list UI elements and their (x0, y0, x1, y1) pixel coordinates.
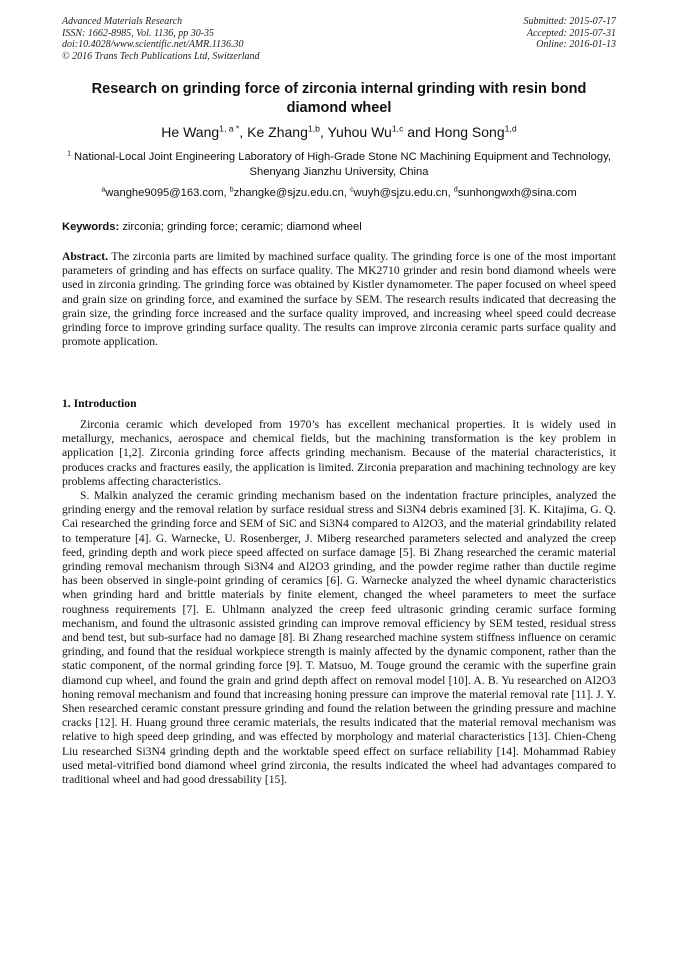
journal-header-right (524, 16, 617, 51)
submitted-date: Submitted: 2015-07-17 (523, 16, 616, 27)
abstract-label: Abstract. (62, 250, 109, 263)
journal-name: Advanced Materials Research (62, 16, 183, 27)
author-name: Ke Zhang (247, 124, 308, 140)
online-date: Online: 2016-01-13 (536, 39, 616, 50)
keywords (62, 220, 616, 234)
author-separator: and (403, 124, 435, 140)
author-separator: , (319, 124, 328, 140)
abstract-text: The zirconia parts are limited by machined surface quality. The grinding force is one of the most important parameters of grinding and has effects on surface quality. The MK2710 grinder and resin bond diamond wheels were used in zirconia grinding. The grinding force was obtained by Kistler dynamometer. The paper focused on wheel speed and grain size on grinding force, and examined the surface by SEM. The research results indicated that decreasing the grain size, the grinding force increased and the surface quality improved, and increasing wheel speed could decrease grinding force to improve grinding surface quality. The results can improve zirconia ceramic parts surface quality and promote application. (62, 250, 616, 349)
author-list (62, 123, 616, 141)
affiliation (62, 150, 616, 179)
email-mark: a (101, 186, 106, 194)
email-mark: b (229, 186, 234, 194)
keywords-text: zirconia; grinding force; ceramic; diamond wheel (122, 221, 362, 233)
accepted-date: Accepted: 2015-07-31 (526, 27, 616, 39)
journal-header-left (62, 16, 260, 62)
email-separator: , (343, 187, 351, 199)
paragraph: Zirconia ceramic which developed from 1970’s has excellent mechanical properties. It is widely used in metallurgy, mechanics, aerospace and chemical fields, but the machining transformation is the key problem in application [1,2]. Zirconia grinding force affects grinding mechanism. Because of the material characteristics, it produces cracks and fractures easily, the application is limited. Zirconia preparation and machining technology are key problems affecting characteristics. (62, 418, 616, 488)
author-name: Hong Song (434, 124, 505, 140)
issn-line: ISSN: 1662-8985, Vol. 1136, pp 30-35 (62, 27, 215, 39)
author-affil-mark: 1,d (504, 123, 517, 134)
email-address[interactable]: zhangke@sjzu.edu.cn (233, 187, 344, 199)
author-separator: , (239, 124, 248, 140)
affiliation-mark: 1 (67, 150, 71, 158)
email-address[interactable]: wuyh@sjzu.edu.cn (353, 187, 448, 199)
abstract (62, 250, 616, 349)
email-separator: , (223, 187, 230, 199)
email-address[interactable]: sunhongwxh@sina.com (457, 187, 577, 199)
author-affil-mark: 1,b (307, 123, 320, 134)
author-name: He Wang (161, 124, 220, 140)
author-affil-mark: 1,c (391, 123, 404, 134)
keywords-label: Keywords: (62, 221, 120, 233)
section-heading: 1. Introduction (62, 397, 137, 410)
email-address[interactable]: wanghe9095@163.com (105, 187, 224, 199)
author-emails (62, 186, 616, 200)
email-mark: c (350, 186, 354, 194)
email-separator: , (447, 187, 454, 199)
copyright-line: © 2016 Trans Tech Publications Ltd, Switzerland (62, 50, 260, 62)
author-name: Yuhou Wu (327, 124, 392, 140)
email-mark: d (453, 186, 458, 194)
paragraph: S. Malkin analyzed the ceramic grinding mechanism based on the indentation fracture principles, analyzed the grinding energy and the removal relation by surface residual stress and Si3N4 debris examined [3]. K. Kitajima, G. Q. Cai researched the grinding force and SEM of SiC and Si3N4 compared to Al2O3, and the material grindability related to temperature [4]. G. Warnecke, U. Rosenberger, J. Miberg researched parameters selected and analyzed the creep feed, grinding depth and work piece speed affected on surface damage [5]. Bi Zhang researched the ceramic material grinding removal mechanism through Si3N4 and Al2O3 grinding, and the powder regime rather than ductile regime has been observed in single-point grinding of ceramics [6]. G. Warnecke analyzed the wheel dynamic characteristics when grinding hard and brittle materials by finite element, changed the wheel parameters to meet the surface roughness requirements [7]. E. Uhlmann analyzed the creep feed ultrasonic grinding ceramic surface forming mechanism, and found the ultrasonic assisted grinding can improve removal efficiency by SEM tested, residual stress and bend test, but sub-surface had no damage [8]. Bi Zhang researched machine system stiffness influence on ceramic grinding, and found that the residual workpiece strength is mainly affected by the dynamic component, rather than the static component, of the normal grinding force [9]. T. Matsuo, M. Touge ground the ceramic with the superfine grain diamond cup wheel, and found the grain and grind depth affect on removal model [10]. A. B. Yu researched on Al2O3 honing removal mechanism and found that increasing honing pressure can improve the material removal rate [11]. J. Y. Shen researched ceramic constant pressure grinding and found the relation between the grinding pressure and machine cracks [12]. H. Huang ground three ceramic materials, the results indicated that the material removal mechanism was relative to high speed deep grinding, and was effected by morphology and material characteristics [13]. Chien-Cheng Liu researched Si3N4 grinding depth and the worktable speed effect on surface reliability [14]. Mohammad Rabiey used metal-vitrified bond diamond wheel grind zirconia, the results indicated the wheel had advantages compared to traditional wheel and had good dressability [15]. (62, 489, 616, 787)
paper-title: Research on grinding force of zirconia internal grinding with resin bond diamond wheel (91, 81, 587, 116)
author-affil-mark: 1, a * (219, 123, 240, 134)
introduction-body (62, 418, 616, 787)
affiliation-text: National-Local Joint Engineering Laboratory of High-Grade Stone NC Machining Equipment and Technology, Shenyang Jianzhu University, China (74, 151, 611, 178)
doi-line: doi:10.4028/www.scientific.net/AMR.1136.30 (62, 39, 244, 50)
